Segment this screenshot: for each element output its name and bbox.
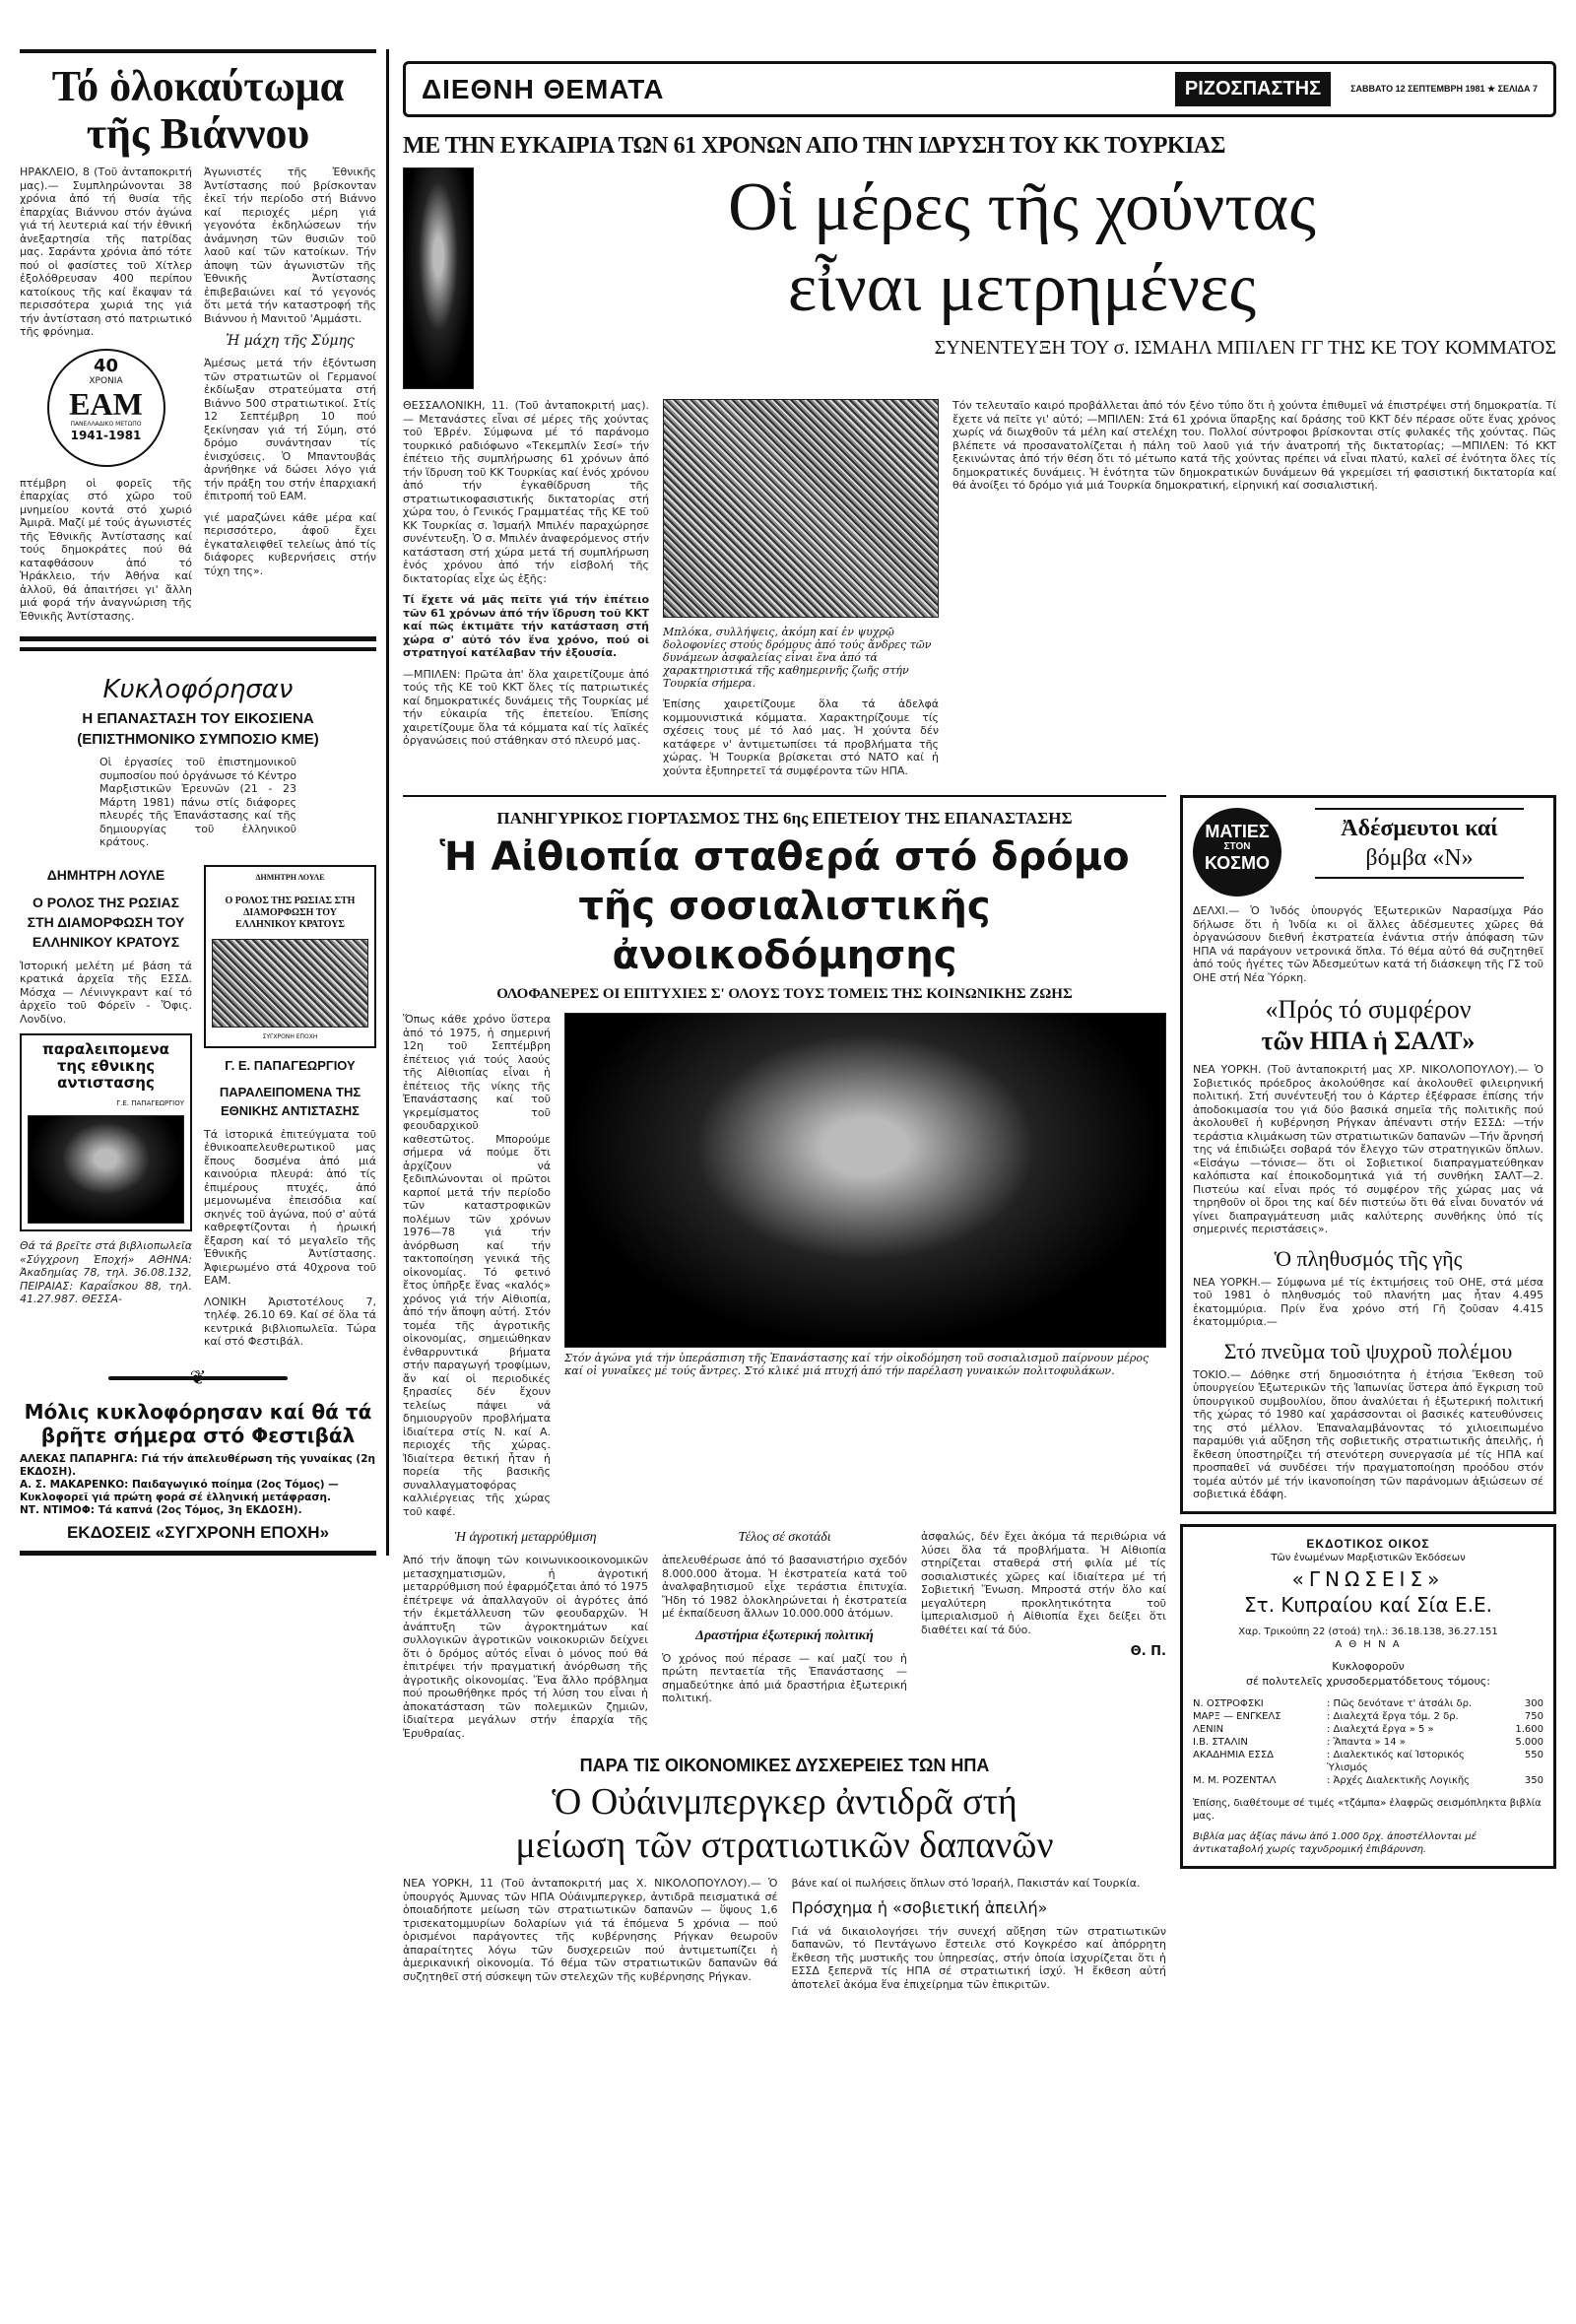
ethiopia-lower-body [403,1530,1166,1740]
eam-logo-sub: ΠΑΝΕΛΛΑΔΙΚΟ ΜΕΤΩΠΟ [70,420,142,428]
books-grid [20,865,376,1349]
population-headline: Ὁ πληθυσμός τῆς γῆς [1274,1245,1463,1271]
right-column [1180,795,1556,1869]
book-row [1193,1774,1543,1787]
left-section-rule-2 [20,647,376,651]
viannos-lower-col1: πτέμβρη οἱ φορεῖς τῆς ἐπαρχίας στό χῶρο τοῦ μνημείου κοντά στό χωριό Ἀμιρᾶ. Μαζί μέ τούς ἀγωνιστές τῆς Ἐθνικῆς Ἀντίστασης καί τούς δημοκράτες πού θά καταφθάσουν ἀπό τό Ἡράκλειο, τήν Ἀθήνα καί ἀλλοῦ, θά ἀπαιτήσει γι' ἄλλη μιά φορά τήν ἀναγνώριση τῆς Ἐθνικῆς Ἀντίστασης. [20,476,192,623]
book-author: ΜΑΡΞ — ΕΝΓΚΕΛΣ [1193,1710,1281,1722]
book-title: : Ἅπαντα » 14 » [1327,1736,1406,1748]
turkey-col1: ΘΕΣΣΑΛΟΝΙΚΗ, 11. (Τοῦ ἀνταποκριτή μας).— Μετανάστες εἶναι σέ μέρες τῆς χούντας τοῦ Ἐβρέν. Σύμφωνα μέ τό παράνομο τουρκικό ραδιόφωνο «Τεκεμπλίν Σεσί» τήν ἐπέτειο τῆς συμπλήρωσης 61 χρόνων ἀπό τήν ἵδρυση τοῦ ΚΚ Τουρκίας καί ἑνός χρόνου ἀπό τήν ἐγκαθίδρυση τῆς στρατιωτικοφασιστικής δικτατορίας στή χώρα του, ὁ Γενικός Γραμματέας τῆς ΚΕ τοῦ ΚΚ Τουρκίας σ. Ἰσμαήλ Μπιλέν παραχώρησε συνέντευξη. Ὁ σ. Μπιλέν ἀναφερόμενος στήν κατάσταση στή χώρα μετά τή συμπλήρωση ἑνός χρόνου ἀπό τήν εἰσβολή τῆς δικτατορίας εἶχε ὡς ἑξῆς: [403,399,649,585]
book-price: 550 [1524,1749,1543,1760]
turkey-col-mid: Ἐπίσης χαιρετίζουμε ὅλα τά ἀδελφά κομμουνιστικά κόμματα. Χαρακτηρίζουμε τίς σχέσεις τους μέ τό λαό μας. Ἡ χούντα δέν κατάφερε ν' ἀντιμετωπίσει τά προβλήματα τῆς χώρας. Ἡ Τουρκία βρίσκεται στό ΝΑΤΟ καί ἡ χούντα ἐξυπηρετεῖ τά συμφέροντα τῶν ΗΠΑ. [663,697,939,777]
masthead-bar [403,61,1556,117]
weinberger-col1: ΝΕΑ ΥΟΡΚΗ, 11 (Τοῦ ἀνταποκριτή μας Χ. ΝΙΚΟΛΟΠΟΥΛΟΥ).— Ὁ ὑπουργός Ἀμυνας τῶν ΗΠΑ Οὐάινμπεργκερ, ἀντιδρᾶ πεισματικά σέ ὁποιαδήποτε μείωση τῶν στρατιωτικῶν δαπανῶν — ὕψους 1,6 τρισεκατομμυρίων δολαρίων γιά τά ἑπόμενα 5 χρόνια — πού ὁρισμένοι παράγοντες τῆς κυβέρνησης Ρήγκαν θεωροῦν ἀπαραίτητες λόγω τῶν δυσχερειῶν πού ἀντιμετωπίζει ἡ ἀμερικανική οἰκονομία. Τό θέμα τῶν στρατιωτικῶν δαπανῶν θά συζητηθεῖ στή σύσκεψη τῶν στελεχῶν τῆς κυβέρνησης Ρήγκαν. [403,1877,778,1983]
ethiopia-photo-block [564,1013,1166,1377]
weinberger-headline-line1: Ὁ Οὐάινμπεργκερ ἀντιδρᾶ στή [552,1781,1018,1823]
gnoseis-city: Α Θ Η Ν Α [1335,1638,1402,1650]
ethiopia-col2: Ἀπό τήν ἄποψη τῶν κοινωνικοοικονομικῶν μετασχηματισμῶν, ἡ ἀγροτική μεταρρύθμιση πού ἐφαρμόζεται ἀπό τό 1975 ἐπέτρεψε νά ἀπαλλαγοῦν οἱ ἀγρότες ἀπό τήν ἐκμετάλλευση τῶν φεουδαρχῶν. Ἡ ἀνάπτυξη τῶν ἀγροκτημάτων καί συλλογικῶν ἀγροτικῶν νοικοκυριῶν δείχνει ὅτι ὁ δρόμος αὐτός εἶναι ὁ μόνος πού θά ἐπιτρέψει τήν πραγματική ἀνόρθωση τῆς ἀγροτικῆς οἰκονομίας. Ἕνα ἄλλο πρόβλημα πού προωθήθηκε πρός τή λύση του εἶναι ἡ ἀποκατάσταση τῶν πολεμικῶν ζημιῶν, ἰδιαίτερα μεγάλων στήν ἐπαρχία τῆς Ἐρυθραίας. [403,1554,648,1740]
eam-logo-name: ΕΑΜ [69,385,143,422]
kykloforisan-subtitle2: (ΕΠΙΣΤΗΜΟΝΙΚΟ ΣΥΜΠΟΣΙΟ ΚΜΕ) [77,731,319,748]
viannos-title-line1: Τό ὁλοκαύτωμα [51,62,345,110]
book2-author: Γ. Ε. ΠΑΠΑΓΕΩΡΓΙΟΥ [225,1057,356,1073]
viannos-right [204,166,376,623]
ethiopia-col-b [403,1530,648,1740]
nonaligned-headline-line2: βόμβα «Ν» [1365,845,1474,871]
section-title: ΔΙΕΘΝΗ ΘΕΜΑΤΑ [422,73,665,104]
book-title: : Πῶς δενότανε τ' ἀτσάλι δρ. [1327,1697,1473,1709]
ornament-flourish-icon: ❦ [189,1364,207,1389]
headline-rule-bottom [1315,877,1524,879]
book1-description: Ἱστορική μελέτη μέ βάση τά κρατικά ἀρχεῖα τῆς ΕΣΣΔ. Μόσχα — Λένινγκραντ καί τό ἀρχεῖο τοῦ Φόρεϊν - Ὄφις. Λονδίνο. [20,959,192,1026]
turkey-body [403,399,1556,777]
nonaligned-heading [1295,808,1543,879]
ethiopia-subhead-darkness: Τέλος σέ σκοτάδι [738,1530,831,1545]
festival-item: ΑΛΕΚΑΣ ΠΑΠΑΡΗΓΑ: Γιά τήν ἀπελευθέρωση τῆς γυναίκας (2η ΕΚΔΟΣΗ). [20,1452,375,1478]
world-glimpses-logo [1193,808,1281,896]
book-price: 1.600 [1515,1723,1543,1735]
ethiopia-headline-line1: Ἡ Αἰθιοπία σταθερά στό δρόμο [439,834,1130,880]
book-author: ΛΕΝΙΝ [1193,1723,1224,1735]
main-area [403,49,1556,1991]
population-text: ΝΕΑ ΥΟΡΚΗ.— Σύμφωνα μέ τίς ἐκτιμήσεις τοῦ ΟΗΕ, στά μέσα τοῦ 1981 ὁ πληθυσμός τοῦ πλανήτη μας ἦταν 4.495 ἑκατομμύρια. Πρίν ἕνα χρόνο στή Γῆ ζοῦσαν 4.415 ἑκατομμύρια.— [1193,1275,1543,1328]
cold-war-headline: Στό πνεῦμα τοῦ ψυχροῦ πολέμου [1223,1338,1513,1363]
book-price: 750 [1524,1710,1543,1722]
turkey-photo-caption: Μπλόκα, συλλήψεις, ἀκόμη καί ἐν ψυχρῷ δολοφονίες στούς δρόμους ἀπό τούς ἄνδρες τῶν δυνάμεων ἀσφαλείας εἶναι ἕνα ἀπό τά χαρακτηριστικά τῆς καθημερινῆς ζωῆς στήν Τουρκία σήμερα. [663,626,932,690]
logo-line3: ΚΟΣΜΟ [1205,853,1270,873]
turkey-street-photo [663,399,939,618]
weinberger-col2: βάνε καί οἱ πωλήσεις ὅπλων στό Ἰσραήλ, Πακιστάν καί Τουρκία. [791,1877,1141,1890]
book-author: Ν. ΟΣΤΡΟΦΣΚΙ [1193,1697,1264,1709]
cold-war-text: ΤΟΚΙΟ.— Δόθηκε στή δημοσιότητα ἡ ἐτήσια Ἔκθεση τοῦ ὑπουργείου Ἐξωτερικῶν τῆς Ἰαπωνίας ὕστερα ἀπό ἔγκριση τοῦ ὑπουργικοῦ συμβουλίου, ὅπου ἀναλύεται ἡ ἐξωτερική πολιτική τῆς χώρας τό 1980 καί χαράσσονται οἱ βασικές κατευθύνσεις της στό μέλλον. Ἐπαναλαμβάνοντας τό χιλιοειπωμένο παραμύθι γιά αὔξηση τῆς σοβιετικῆς στρατιωτικῆς ἀπειλῆς, ἡ ἔκθεση ὑποστηρίζει τή στενότερη συνεργασία μέ τίς ΗΠΑ καί προσπαθεῖ νά συνδέσει τήν πραγματοποίηση προόδου στόν τομέα αὐτόν μέ τήν ἱκανοποίηση τῶν παράνομων ἀξιώσεων σέ σοβιετικά ἐδάφη. [1193,1367,1543,1500]
weinberger-col2b: Γιά νά δικαιολογήσει τήν συνεχή αὔξηση τῶν στρατιωτικῶν δαπανῶν, τό Πεντάγωνο ἔστειλε στό Κογκρέσο καί ἀπόρρητη ἔκθεση τῆς μυστικῆς του ὑπηρεσίας, στήν ὁποία ἰσχυρίζεται ὅτι ἡ ΕΣΣΔ ξεπερνᾶ τίς ΗΠΑ σέ στρατιωτική ἰσχύ. Ἡ ἔκθεση αὐτή ἀποτελεῖ ἀκόμα ἕνα ἐπιχείρημα τῶν ἐπικριτῶν. [791,1924,1166,1991]
weinberger-col-b [792,1877,1167,1991]
cover1-illustration [212,939,368,1028]
viannos-lower-col2-end: γιέ μαραζώνει κάθε μέρα καί περισσότερο, ἀφοῦ ἔχει ἐγκαταλειφθεῖ τελείως ἀπό τίς διάφορες κυβερνήσεις στήν τύχη της». [204,510,376,577]
eam-40-years-logo [47,349,165,467]
ethiopia-col-c [662,1530,907,1705]
kykloforisan-text: Οἱ ἐργασίες τοῦ ἐπιστημονικοῦ συμποσίου πού ὀργάνωσε τό Κέντρο Μαρξιστικῶν Ἐρευνῶν (21 - 23 Μάρτη 1981) πάνω στίς διάφορες πλευρές τῆς Ἐπανάστασης καί τῆς δημιουργίας τοῦ ἑλληνικοῦ κράτους. [99,756,296,848]
world-glimpses-box [1180,795,1556,1514]
book-row [1193,1710,1543,1723]
ethiopia-headline-line2: τῆς σοσιαλιστικῆς ἀνοικοδόμησης [578,884,991,978]
gnoseis-line2: Τῶν ἐνωμένων Μαρξιστικῶν Ἐκδόσεων [1271,1552,1466,1563]
turkey-question-1: Τί ἔχετε νά μᾶς πεῖτε γιά τήν ἐπέτειο τῶν 61 χρόνων ἀπό τήν ἵδρυση τοῦ ΚΚΤ καί πῶς ἐκτιμᾶτε τήν κατάσταση στή χώρα σ' αὐτό τόν ἕνα χρόνο, πού οἱ στρατηγοί κατέλαβαν τήν ἐξουσία. [403,593,649,659]
book1-title: Ο ΡΟΛΟΣ ΤΗΣ ΡΩΣΙΑΣ ΣΤΗ ΔΙΑΜΟΡΦΩΣΗ ΤΟΥ ΕΛΛΗΝΙΚΟΥ ΚΡΑΤΟΥΣ [27,894,185,950]
ethiopia-parade-photo [564,1013,1166,1348]
book-row [1193,1723,1543,1736]
viannos-left [20,166,192,623]
ethiopia-col4: ἀσφαλώς, δέν ἔχει ἀκόμα τά περιθώρια νά λύσει ὅλα τά προβλήματα. Ἡ Αἰθιοπία στηρίζεται σταθερά στή φιλία μέ τίς σοσιαλιστικές χῶρες καί ἰδιαίτερα μέ τή Σοβιετική Ἕνωση. Μπροστά στήν ὅλο καί μεγαλύτερη προκλητικότητα τοῦ ἰμπεριαλισμοῦ ἡ Αἰθιοπία ἔχει δείξει ὅτι διαθέτει καί τά δύο. [921,1530,1166,1636]
book-price: 5.000 [1515,1736,1543,1748]
book-price: 350 [1524,1774,1543,1786]
cover1-publisher: ΣΥΓΧΡΟΝΗ ΕΠΟΧΗ [262,1032,318,1040]
festival-ad-title: Μόλις κυκλοφόρησαν καί θά τά βρῆτε σήμερα στό Φεστιβάλ [24,1399,372,1447]
festival-ad-items [20,1453,376,1517]
gnoseis-name: «ΓΝΩΣΕΙΣ» [1291,1566,1445,1591]
gnoseis-intro1: Κυκλοφοροῦν [1332,1659,1405,1673]
festival-publisher: ΕΚΔΟΣΕΙΣ «ΣΥΓΧΡΟΝΗ ΕΠΟΧΗ» [66,1522,330,1542]
book-author: ΑΚΑΔΗΜΙΑ ΕΣΣΔ [1193,1749,1274,1760]
ethiopia-photo-caption: Στόν ἀγώνα γιά τήν ὑπεράσπιση τῆς Ἐπανάστασης καί τήν οἰκοδόμηση τοῦ σοσιαλισμοῦ παίρνουν μέρος καί οἱ γυναῖκες μέ τούς ἄντρες. Στό κλικέ μιά πτυχή ἀπό τήν παρέλαση γυναικών πολιτοφυλάκων. [564,1352,1149,1377]
ethiopia-subhead-foreign-policy: Δραστήρια ἐξωτερική πολιτική [695,1627,874,1643]
book-row [1193,1736,1543,1749]
viannos-body [20,166,376,623]
turkey-headline-line2: εἶναι μετρημένες [787,250,1257,326]
eam-logo-number: 40 [93,355,119,376]
gnoseis-book-list [1193,1697,1543,1787]
viannos-col1: ΗΡΑΚΛΕΙΟ, 8 (Τοῦ ἀνταποκριτή μας).— Συμπληρώνονται 38 χρόνια ἀπό τή θυσία τῆς ἐπαρχίας Βιάννου στόν ἀγώνα γιά τή λευτεριά καί τήν ἐθνική ἀνεξαρτησία τῆς πατρίδας μας. Σαράντα χρόνια ἀπό τότε πού οἱ φασίστες τοῦ Χίτλερ ἐξολόθρευσαν 400 περίπου κατοίκους τῆς καί ἔκαψαν τά περισσότερα χωριά της γιά τήν ἀντίσταση στό πατριωτικό τῆς φρόνημα. [20,166,192,338]
ethiopia-col-d [921,1530,1166,1659]
book-row [1193,1697,1543,1710]
weinberger-kicker: ΠΑΡΑ ΤΙΣ ΟΙΚΟΝΟΜΙΚΕΣ ΔΥΣΧΕΡΕΙΕΣ ΤΩΝ ΗΠΑ [579,1756,990,1775]
salt-headline-line1: «Πρός τό συμφέρον [1265,995,1472,1024]
newspaper-logo: ΡΙΖΟΣΠΑΣΤΗΣ [1175,72,1331,106]
gnoseis-intro2: σέ πολυτελεῖς χρυσοδερματόδετους τόμους: [1246,1674,1490,1688]
ethiopia-col3: ἀπελευθέρωσε ἀπό τό βασανιστήριο σχεδόν 8.000.000 ἄτομα. Ἡ ἐκστρατεία κατά τοῦ ἀναλφαβητισμοῦ εἶχε τεράστια ἐπιτυχία. Ἤδη τό 1982 ὁλοκληρώνεται ἡ ἐκστρατεία μέ ἐκπαίδευση ἄλλων 10.000.000 ἀτόμων. [662,1554,907,1620]
ethiopia-top-body [403,1013,1166,1518]
bookshops-info-2: ΛΟΝΙΚΗ Ἀριστοτέλους 7, τηλέφ. 26.10 69. Καί σέ ὅλα τά κεντρικά βιβλιοπωλεῖα. Τώρα καί στό Φεστιβάλ. [204,1295,376,1348]
turkey-col-a [403,399,649,748]
turkey-answer-1: —ΜΠΙΛΕΝ: Πρῶτα ἀπ' ὅλα χαιρετίζουμε ἀπό τούς τῆς ΚΕ τοῦ ΚΚΤ ὅλες τίς πατριωτικές καί δημοκρατικές δυνάμεις τῆς Τουρκίας μέ τήν εὐκαιρία τῆς ἐπετείου. Ἐπίσης χαιρετίζουμε ὅλα τά κόμματα καί τίς λαϊκές ὀργανώσεις πού στάθηκαν στό πλευρό μας. [403,667,649,747]
ethiopia-top-rule [403,795,1166,797]
eam-logo-years: ΧΡΟΝΙΑ [89,375,123,386]
bilen-portrait-photo [403,167,474,389]
turkey-headline-line1: Οἱ μέρες τῆς χούντας [728,169,1316,245]
turkey-col-right-text: Τόν τελευταῖο καιρό προβάλλεται ἀπό τόν ξένο τύπο ὅτι ἡ χούντα ἐπιθυμεῖ νά ἐπιστρέψει στή δημοκρατία. Τί ἔχετε νά πεῖτε γι' αὐτό; —ΜΠΙΛΕΝ: Στά 61 χρόνια ὕπαρξης καί δράσης τοῦ ΚΚΤ δέν πέρασε οὔτε ἕνας χρόνος χωρίς νά διωχθοῦν τά μέλη καί στελέχη του. Πολλοί σύντροφοι βρίσκονται στίς φυλακές τῆς χούντας. Πῶς βλέπετε νά προσανατολίζεται ἡ πάλη τοῦ λαοῦ γιά τήν ἀνατροπή τῆς δικτατορίας; —ΜΠΙΛΕΝ: Τό ΚΚΤ ξεκινώντας ἀπό τήν θέση ὅτι τό μέτωπο κατά τῆς χούντας πρέπει νά εἶναι πλατύ, καλεῖ σέ ἑνότητα ὅλες τίς δημοκρατικές δυνάμεις. Ἡ ἑνότητα τῶν δημοκρατικών δυνάμεων θά γκρεμίσει τή φασιστική δικτατορία καί θά ἀνοίξει τό δρόμο γιά μιά Τουρκία δημοκρατική, εἰρηνική καί σοσιαλιστική. [952,399,1556,492]
books-right [204,865,376,1349]
ethiopia-deck: ΟΛΟΦΑΝΕΡΕΣ ΟΙ ΕΠΙΤΥΧΙΕΣ Σ' ΟΛΟΥΣ ΤΟΥΣ ΤΟΜΕΙΣ ΤΗΣ ΚΟΙΝΩΝΙΚΗΣ ΖΩΗΣ [496,986,1073,1002]
viannos-title-line2: τῆς Βιάννου [86,109,310,158]
viannos-col2: Ἀγωνιστές τῆς Ἐθνικῆς Ἀντίστασης πού βρίσκονταν ἐκεῖ τήν περίοδο στή Βιάννο καί περιοχές μέρη γιά γεγονότα ἐκδηλώσεων τήν ἀνάμνηση τῶν θυσιῶν τοῦ λαοῦ καί τῶν κατοίκων. Τήν ἀποψη τῶν ἀγωνιστῶν τῆς Ἐθνικῆς Ἀντίστασης ἐπιβεβαιώνει καί τό γεγονός ὅτι μετά τήν καταστροφή τῆς Βιάννου ἡ Μανιτοῦ 'Αμμάστι. [204,166,376,325]
ethiopia-subhead-agrarian: Ἡ ἀγροτική μεταρρύθμιση [454,1530,597,1545]
top-rule-left [20,49,376,53]
ethiopia-signature: Θ. Π. [1130,1644,1166,1659]
kykloforisan-subtitle1: Η ΕΠΑΝΑΣΤΑΣΗ ΤΟΥ ΕΙΚΟΣΙΕΝΑ [82,710,314,727]
turkey-col-b [663,399,939,777]
cover2-author: Γ.Ε. ΠΑΠΑΓΕΩΡΓΙΟΥ [116,1099,184,1107]
gnoseis-note2: Βιβλία μας ἀξίας πάνω ἀπό 1.000 δρχ. ἀποστέλλονται μέ ἀντικαταβολή χωρίς ταχυδρομική ἐπιβάρυνση. [1193,1830,1478,1855]
gnoseis-line1: ΕΚΔΟΤΙΚΟΣ ΟΙΚΟΣ [1306,1536,1430,1551]
book2-description: Τά ἱστορικά ἐπιτεύγματα τοῦ ἐθνικοαπελευθερωτικοῦ μας ἔπους δοσμένα ἀπό μιά καινούρια πλευρά: ἀπό τίς ἐπιμέρους πτυχές, ἀπό μεμονωμένα ἐπεισόδια καί σκηνές τοῦ ἀγώνα, πού σ' αὐτά καθρεφτίζονται ἡ ἡρωική ἔξαρση καί τό μεγαλεῖο τῆς Ἐθνικῆς Ἀντίστασης. Ἀφιερωμένο στά 40χρονα τοῦ ΕΑΜ. [204,1127,376,1287]
lower-area [403,795,1556,1991]
salt-headline-line2: τῶν ΗΠΑ ἡ ΣΑΛΤ» [1261,1027,1476,1055]
weinberger-subhead: Πρόσχημα ἡ «σοβιετική ἀπειλή» [791,1897,1048,1917]
turkey-deck: ΣΥΝΕΝΤΕΥΞΗ ΤΟΥ σ. ΙΣΜΑΗΛ ΜΠΙΛΕΝ ΓΓ ΤΗΣ ΚΕ ΤΟΥ ΚΟΜΜΑΤΟΣ [934,337,1556,359]
gnoseis-note1: Ἐπίσης, διαθέτουμε σέ τιμές «τζάμπα» ἐλαφρῶς σεισμόπληκτα βιβλία μας. [1193,1797,1542,1822]
gnoseis-ad-box [1180,1524,1556,1869]
cover2-illustration [28,1115,184,1224]
left-section-rule-1 [20,636,376,641]
turkey-col-c [952,399,1556,493]
left-bottom-rule [20,1551,376,1556]
lower-left-area [403,795,1166,1991]
logo-line2: ΣΤΟΝ [1223,841,1251,852]
cover2-title: παραλειπομενα της εθνικης αντιστασης [42,1040,169,1092]
ethiopia-kicker: ΠΑΝΗΓΥΡΙΚΟΣ ΓΙΟΡΤΑΣΜΟΣ ΤΗΣ 6ης ΕΠΕΤΕΙΟΥ ΤΗΣ ΕΠΑΝΑΣΤΑΣΗΣ [496,809,1073,828]
kykloforisan-title: Κυκλοφόρησαν [102,675,294,704]
left-column [20,49,389,1556]
book-title: : Διαλεχτά ἔργα τόμ. 2 δρ. [1327,1710,1459,1722]
bookshops-info-1: Θά τά βρεῖτε στά βιβλιοπωλεῖα «Σύγχρονη Ἐποχή» ΑΘΗΝΑ: Ἀκαδημίας 78, τηλ. 36.08.132, ΠΕΙΡΑΙΑΣ: Καραΐσκου 88, τηλ. 41.27.987. ΘΕΣΣΑ- [20,1239,192,1305]
salt-text: ΝΕΑ ΥΟΡΚΗ. (Τοῦ ἀνταποκριτή μας ΧΡ. ΝΙΚΟΛΟΠΟΥΛΟΥ).— Ὁ Σοβιετικός πρόεδρος ἀκολούθησε καί ἀκολουθεῖ φιλειρηνική πολιτική. Στή συνέντευξή του ὁ Κάρτερ ἐξέφρασε ἐπίσης τήν ἀποδοκιμασία του γιά δύο βασικά σημεῖα τῆς πολιτικῆς πού ἀκολουθεῖ ἡ κυβέρνηση Ρήγκαν ἀπέναντι στήν ΕΣΣΔ: —τήν τεράστια κλιμάκωση τῶν στρατιωτικῶν δαπανῶν —Τήν ἄρνησή της νά ἐπιδιώξει σοβαρά τόν ἔλεγχο τῶν στρατηγικῶν ὅπλων. «Εἰσάγω —τόνισε— ὅτι οἱ Σοβιετικοί διαπραγματεύθηκαν καλόπιστα καί ἐποικοδομητικά γιά τή συνθήκη ΣΑΛΤ—2. Πιστεύω καί εἶναι πρός τό συμφέρον τῆς χώρας μας νά τηρηθοῦν οἱ ὅροι της καί δέν πιστεύω ὅτι θά εἶναι δυνατόν νά γίνει διαπραγμάτευση μιᾶς καλύτερης συνθήκης ὑπό τίς σημερινές περιστάσεις». [1193,1063,1543,1235]
viannos-lower-col2: Ἀμέσως μετά τήν ἐξόντωση τῶν στρατιωτῶν οἱ Γερμανοί ἐκδίωξαν στρατεύματα στή Βιάννο 500 στρατιωτικοί. Στίς 12 Σεπτέμβρη 10 πού ξεκίνησαν γιά τή Σύμη, στό δρόμο συνάντησαν τίς ἐνισχύσεις. Ὁ Μπαντουβάς ἀρνήθηκε νά δώσει λόγο γιά τήν πράξη του στήν ἐπαρχιακή ἐπιτροπή τοῦ ΕΑΜ. [204,357,376,502]
headline-rule-top [1315,808,1524,810]
book-author: Ι.Β. ΣΤΑΛΙΝ [1193,1736,1248,1748]
book-row [1193,1749,1543,1774]
ornament [20,1366,376,1392]
book-author: Μ. Μ. ΡΟΖΕΝΤΑΛ [1193,1774,1277,1786]
book2-cover [20,1033,192,1231]
books-left [20,865,192,1349]
turkey-titles [488,167,1556,360]
turkey-kicker: ΜΕ ΤΗΝ ΕΥΚΑΙΡΙΑ ΤΩΝ 61 ΧΡΟΝΩΝ ΑΠΟ ΤΗΝ ΙΔΡΥΣΗ ΤΟΥ ΚΚ ΤΟΥΡΚΙΑΣ [403,133,1225,159]
book-title: : Διαλεκτικός καί Ἱστορικός Ὑλισμός [1327,1749,1465,1773]
book1-author: ΔΗΜΗΤΡΗ ΛΟΥΛΕ [46,866,165,883]
logo-line1: ΜΑΤΙΕΣ [1205,822,1270,841]
eam-logo-range: 1941-1981 [70,428,142,442]
weinberger-body [403,1877,1166,1991]
world-glimpses-head [1193,808,1543,896]
book-price: 300 [1524,1697,1543,1709]
festival-item: Α. Σ. ΜΑΚΑΡΕΝΚΟ: Παιδαγωγικό ποίημα (2ος Τόμος) — Κυκλοφορεῖ γιά πρώτη φορά σέ ἑλληνική μετάφραση. [20,1478,339,1503]
book1-cover [204,865,376,1048]
book-title: : Ἀρχές Διαλεκτικῆς Λογικῆς [1327,1774,1471,1786]
festival-item: ΝΤ. ΝΤΙΜΟΦ: Τά καπνά (2ος Τόμος, 3η ΕΚΔΟΣΗ). [20,1503,302,1516]
turkey-head [403,167,1556,389]
viannos-subhead-symi: Ἡ μάχη τῆς Σύμης [226,333,355,349]
weinberger-headline-line2: μείωση τῶν στρατιωτικῶν δαπανῶν [515,1825,1054,1866]
gnoseis-address: Χαρ. Τρικούπη 22 (στοά) τηλ.: 36.18.138, 36.27.151 [1238,1626,1498,1637]
nonaligned-text: ΔΕΛΧΙ.— Ὁ Ἰνδός ὑπουργός Ἐξωτερικῶν Ναρασίμχα Ράο δήλωσε ὅτι ἡ Ἰνδία κι οἱ ἄλλες ἀδέσμευτες χῶρες θά ὀργανώσουν διεθνή ἐκστρατεία ἐνάντια στήν ἀπόφαση τῶν ΗΠΑ νά παράγουν νετρονικά ὅπλα. Τό θέμα αὐτό θά συζητηθεῖ ἀπό τούς ἡγέτες τῶν Ἀδεσμεύτων κατά τή διάσκεψη τῆς ΓΣ τοῦ ΟΗΕ στή Νέα Ὑόρκη. [1193,904,1544,984]
book2-title: ΠΑΡΑΛΕΙΠΟΜΕΝΑ ΤΗΣ ΕΘΝΙΚΗΣ ΑΝΤΙΣΤΑΣΗΣ [219,1084,361,1118]
cover1-title: Ο ΡΟΛΟΣ ΤΗΣ ΡΩΣΙΑΣ ΣΤΗ ΔΙΑΜΟΡΦΩΣΗ ΤΟΥ ΕΛΛΗΝΙΚΟΥ ΚΡΑΤΟΥΣ [225,895,356,930]
issue-dateline: ΣΑΒΒΑΤΟ 12 ΣΕΠΤΕΜΒΡΗ 1981 ★ ΣΕΛΙΔΑ 7 [1350,84,1538,94]
gnoseis-company: Στ. Κυπραίου καί Σία Ε.Ε. [1244,1592,1492,1617]
cover1-author: ΔΗΜΗΤΡΗ ΛΟΥΛΕ [255,872,325,882]
nonaligned-headline-line1: Ἀδέσμευτοι καί [1341,816,1498,841]
ethiopia-col1: Ὅπως κάθε χρόνο ὕστερα ἀπό τό 1975, ἡ σημερινή 12η τοῦ Σεπτέμβρη ἐπέτειος γιά τούς λαούς τῆς Αἰθιοπίας εἶναι ἡ ἐπέτειος τῆς νίκης τῆς Ἐπανάστασης καί τοῦ γκρεμίσματος τοῦ φεουδαρχικοῦ καθεστῶτος. Μπορούμε σήμερα νά πούμε ὅτι ἀρχίζουν νά ξεδιπλώνονται οἱ πρῶτοι καρποί μετά τήν περίοδο τῶν καταστροφικῶν πολέμων τῶν χρόνων 1976—78 γιά τήν ἀνόρθωση καί τήν τακτοποίηση γενικά τῆς οἰκονομίας. Τό φετινό ἔτος ὑπῆρξε ἕνας «καλός» χρόνος γιά τήν Αἰθιοπία, ἀπό τήν ἄποψη αὐτή. Στόν τομέα τῆς ἀγροτικῆς οἰκονομίας, σημειώθηκαν ἐνθαρρυντικά βήματα στήν παραγωγή τροφίμων, ἄν καί οἱ περιοδικές ξηρασίες δέν ἔχουν τελείως πάψει νά δημιουργοῦν προβλήματα ἰδιαίτερα στίς Ν. καί Α. περιοχές τῆς χώρας. Ἰδιαίτερα θετική ἦταν ἡ πορεία τῆς βασικῆς συναλλαγματοφόρας καλλιέργειας τῆς χώρας τοῦ καφέ. [403,1013,551,1518]
ethiopia-col3b: Ὁ χρόνος πού πέρασε — καί μαζί του ἡ πρώτη πενταετία τῆς Ἐπανάστασης — σημαδεύτηκε ἀπό μιά δραστήρια ἐξωτερική πολιτική. [662,1651,907,1704]
book-title: : Διαλεχτά ἔργα » 5 » [1327,1723,1434,1735]
